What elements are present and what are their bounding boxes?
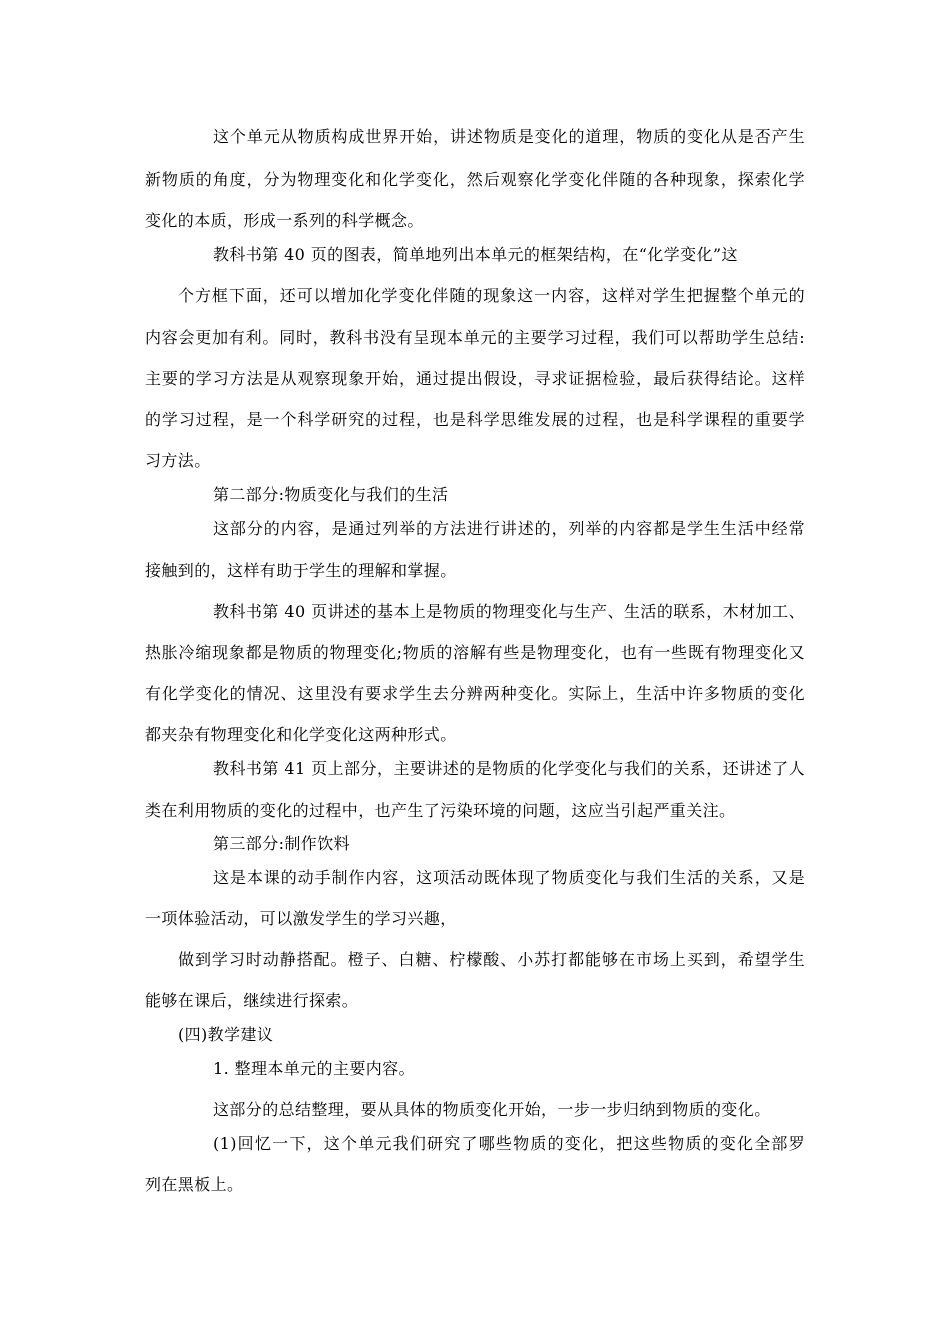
text-line: 主要的学习方法是从观察现象开始，通过提出假设，寻求证据检验，最后获得结论。这样 — [145, 369, 805, 388]
text-line: 列在黑板上。 — [145, 1175, 244, 1194]
section-heading: 第三部分:制作饮料 — [213, 834, 350, 853]
text-line: 这个单元从物质构成世界开始，讲述物质是变化的道理，物质的变化从是否产生 — [213, 127, 805, 146]
text-line: 这部分的内容，是通过列举的方法进行讲述的，列举的内容都是学生生活中经常 — [213, 519, 805, 538]
text-line: 教科书第 40 页讲述的基本上是物质的物理变化与生产、生活的联系，木材加工、 — [213, 602, 805, 621]
text-line: 做到学习时动静搭配。橙子、白糖、柠檬酸、小苏打都能够在市场上买到，希望学生 — [178, 950, 805, 969]
text-line: 这是本课的动手制作内容，这项活动既体现了物质变化与我们生活的关系，又是 — [213, 868, 805, 887]
text-line: 习方法。 — [145, 451, 211, 470]
text-line: 一项体验活动，可以激发学生的学习兴趣， — [145, 909, 457, 928]
text-line: 都夹杂有物理变化和化学变化这两种形式。 — [145, 725, 457, 744]
subsection-heading: 1. 整理本单元的主要内容。 — [213, 1059, 415, 1078]
text-line: 个方框下面，还可以增加化学变化伴随的现象这一内容，这样对学生把握整个单元的 — [178, 286, 805, 305]
text-line: 的学习过程，是一个科学研究的过程，也是科学思维发展的过程，也是科学课程的重要学 — [145, 410, 805, 429]
text-line: 有化学变化的情况、这里没有要求学生去分辨两种变化。实际上，生活中许多物质的变化 — [145, 684, 805, 703]
text-line: 这部分的总结整理，要从具体的物质变化开始，一步一步归纳到物质的变化。 — [213, 1100, 771, 1119]
text-line: 类在利用物质的变化的过程中，也产生了污染环境的问题，这应当引起严重关注。 — [145, 801, 736, 820]
text-line: (1)回忆一下，这个单元我们研究了哪些物质的变化，把这些物质的变化全部罗 — [213, 1134, 805, 1153]
text-line: 变化的本质，形成一系列的科学概念。 — [145, 211, 424, 230]
section-heading: (四)教学建议 — [178, 1025, 274, 1044]
section-heading: 第二部分:物质变化与我们的生活 — [213, 485, 449, 504]
text-line: 能够在课后，继续进行探索。 — [145, 991, 359, 1010]
text-line: 新物质的角度，分为物理变化和化学变化，然后观察化学变化伴随的各种现象，探索化学 — [145, 170, 805, 189]
text-line: 教科书第 40 页的图表，简单地列出本单元的框架结构，在“化学变化”这 — [213, 245, 738, 264]
text-line: 教科书第 41 页上部分，主要讲述的是物质的化学变化与我们的关系，还讲述了人 — [213, 759, 805, 778]
text-line: 接触到的，这样有助于学生的理解和掌握。 — [145, 561, 457, 580]
text-line: 热胀冷缩现象都是物质的物理变化;物质的溶解有些是物理变化，也有一些既有物理变化又 — [145, 643, 805, 662]
text-line: 内容会更加有利。同时，教科书没有呈现本单元的主要学习过程，我们可以帮助学生总结: — [145, 328, 805, 347]
